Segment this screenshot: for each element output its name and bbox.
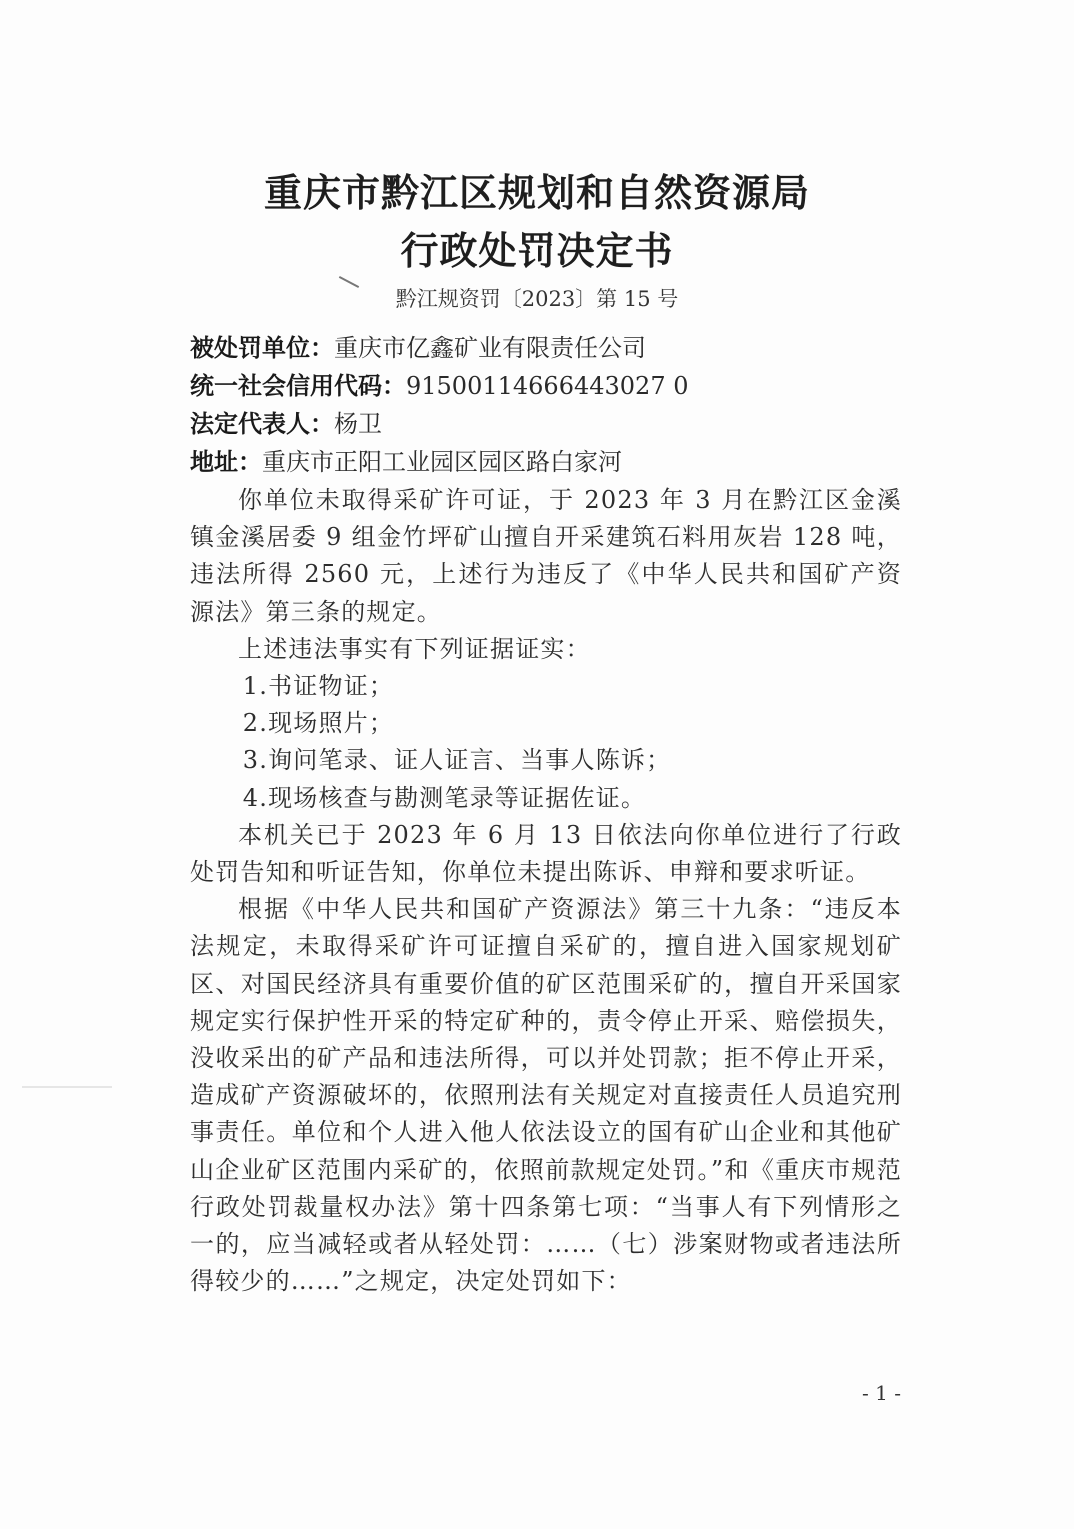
credit-code-value: 91500114666443027 0 bbox=[406, 372, 689, 400]
legal-rep-label: 法定代表人： bbox=[190, 410, 334, 438]
issuer-title: 重庆市黔江区规划和自然资源局 bbox=[263, 171, 810, 215]
document-number: 黔江规资罚〔2023〕第 15 号 bbox=[395, 287, 679, 311]
penalized-unit-label: 被处罚单位： bbox=[190, 334, 334, 362]
evidence-item: 3.询问笔录、证人证言、当事人陈诉； bbox=[242, 746, 672, 775]
legal-basis-paragraph: 根据《中华人民共和国矿产资源法》第三十九条：“违反本法规定，未取得采矿许可证擅自采矿的，擅自进入国家规划矿区、对国民经济具有重要价值的矿区范围采矿的，擅自开采国家规定实行保护性开采的特定矿种的，责令停止开采、赔偿损失，没收采出的矿产品和违法所得，可以并处罚款；拒不停止开采，造成矿产资源破坏的，依照刑法有关规定对直接责任人员追究刑事责任。单位和个人进入他人依法设立的国有矿山企业和其他矿山企业矿区范围内采矿的，依照前款规定处罚。”和《重庆市规范行政处罚裁量权办法》第十四条第七项：“当事人有下列情形之一的，应当减轻或者从轻处罚：……（七）涉案财物或者违法所得较少的……”之规定，决定处罚如下： bbox=[190, 895, 902, 1296]
evidence-item: 4.现场核查与勘测笔录等证据佐证。 bbox=[242, 783, 647, 812]
penalized-unit-row bbox=[190, 330, 910, 366]
evidence-intro: 上述违法事实有下列证据证实： bbox=[238, 634, 591, 663]
address-label: 地址： bbox=[190, 448, 262, 476]
evidence-item: 2.现场照片； bbox=[242, 709, 395, 738]
address-value: 重庆市正阳工业园区园区路白家河 bbox=[262, 448, 622, 476]
document-title: 行政处罚决定书 bbox=[400, 229, 674, 273]
violation-paragraph: 你单位未取得采矿许可证，于 2023 年 3 月在黔江区金溪镇金溪居委 9 组金竹坪矿山擅自开采建筑石料用灰岩 128 吨，违法所得 2560 元，上述行为违反了《中华人民共和国矿产资源法》第三条的规定。 bbox=[190, 486, 902, 626]
document-body bbox=[190, 482, 902, 1300]
legal-rep-row bbox=[190, 406, 910, 442]
legal-rep-value: 杨卫 bbox=[334, 410, 382, 438]
page-number: - 1 - bbox=[862, 1381, 901, 1405]
address-row bbox=[190, 444, 910, 480]
scan-mark bbox=[22, 1086, 112, 1088]
credit-code-label: 统一社会信用代码： bbox=[190, 372, 406, 400]
notification-paragraph: 本机关已于 2023 年 6 月 13 日依法向你单位进行了行政处罚告知和听证告知，你单位未提出陈诉、申辩和要求听证。 bbox=[190, 820, 902, 887]
evidence-item: 1.书证物证； bbox=[242, 672, 395, 701]
penalized-unit-value: 重庆市亿鑫矿业有限责任公司 bbox=[334, 334, 646, 362]
credit-code-row bbox=[190, 368, 910, 404]
